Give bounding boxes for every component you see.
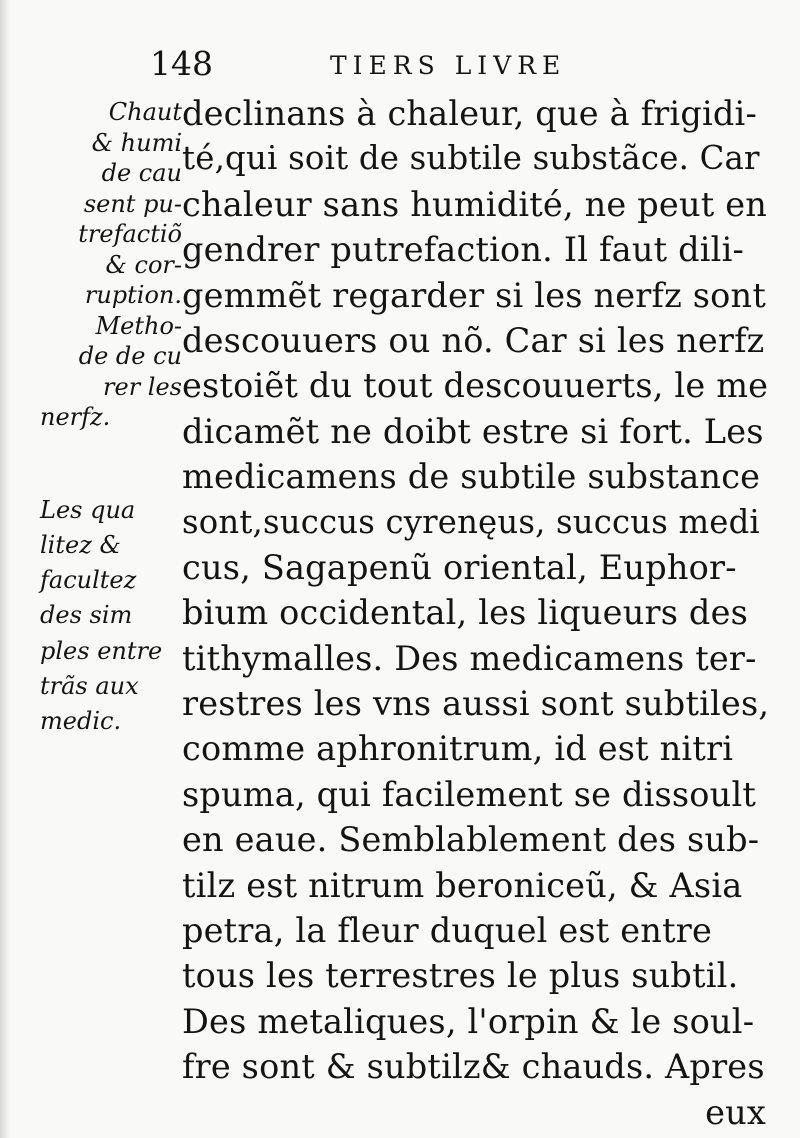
text-line: spuma, qui facilement se dissoult [182, 774, 757, 814]
text-line: tous les terrestres le plus subtil. [182, 956, 739, 996]
text-line: estoiẽt du tout descouuerts, le me [182, 366, 769, 406]
text-line: fre sont & subtilz& chauds. Apres [182, 1047, 765, 1087]
margin-note-line: trefactiõ [78, 220, 182, 248]
text-line: gemmẽt regarder si les nerfz sont [182, 275, 766, 315]
margin-note-line: Metho- [95, 311, 182, 340]
catchword: eux [705, 1092, 766, 1132]
running-head: TIERS LIVRE [330, 51, 567, 80]
text-line: cus, Sagapenũ oriental, Euphor- [182, 547, 737, 587]
text-line: declinans à chaleur, que à frigidi- [182, 94, 757, 133]
margin-note-line: de cau [101, 159, 182, 187]
text-line: tilz est nitrum beroniceũ, & Asia [182, 865, 743, 905]
text-line: gendrer putrefaction. Il faut dili- [182, 230, 745, 270]
text-line: restres les vns aussi sont subtiles, [182, 684, 770, 724]
margin-note-line: ples entre [40, 636, 163, 665]
text-line: bium occidental, les liqueurs des [182, 593, 748, 633]
page-edge-shadow [0, 0, 10, 1138]
margin-note-block [40, 493, 182, 740]
margin-note-line: de de cu [78, 342, 182, 370]
text-line: sont,succus cyrenęus, succus medi [182, 502, 760, 541]
margin-note-line: des sim [40, 601, 133, 630]
text-line: medicamens de subtile substance [182, 457, 761, 497]
text-line: comme aphronitrum, id est nitri [182, 729, 734, 769]
margin-note-line: medic. [40, 707, 122, 736]
margin-note-line: trãs aux [40, 671, 139, 700]
margin-note-line: litez & [40, 530, 121, 559]
text-line: petra, la fleur duquel est entre [182, 911, 712, 951]
text-line: dicamẽt ne doibt estre si fort. Les [182, 411, 764, 451]
margin-note-line: rer les [103, 372, 182, 401]
margin-note-line: facultez [40, 566, 137, 595]
margin-note-line: & cor- [105, 250, 182, 279]
margin-notes [40, 97, 182, 740]
page-number: 148 [150, 44, 213, 83]
text-line: té,qui soit de subtile substãce. Car [182, 139, 760, 178]
text-line: descouuers ou nõ. Car si les nerfz [182, 320, 765, 360]
margin-note-line: ruption. [84, 281, 182, 309]
margin-note-line: sent pu- [83, 189, 182, 218]
margin-note-line: nerfz. [40, 403, 111, 431]
margin-note-line: Les qua [40, 495, 136, 524]
page-header [0, 44, 800, 84]
text-line: chaleur sans humidité, ne peut en [182, 184, 768, 224]
text-line: en eaue. Semblablement des sub- [182, 820, 760, 860]
margin-note-block [40, 97, 182, 433]
margin-note-line: Chaut [108, 98, 182, 126]
text-line: Des metaliques, l'orpin & le soul- [182, 1001, 755, 1041]
margin-note-line: & humi [91, 128, 182, 157]
main-text-block [182, 91, 772, 1135]
text-line: tithymalles. Des medicamens ter- [182, 638, 757, 678]
